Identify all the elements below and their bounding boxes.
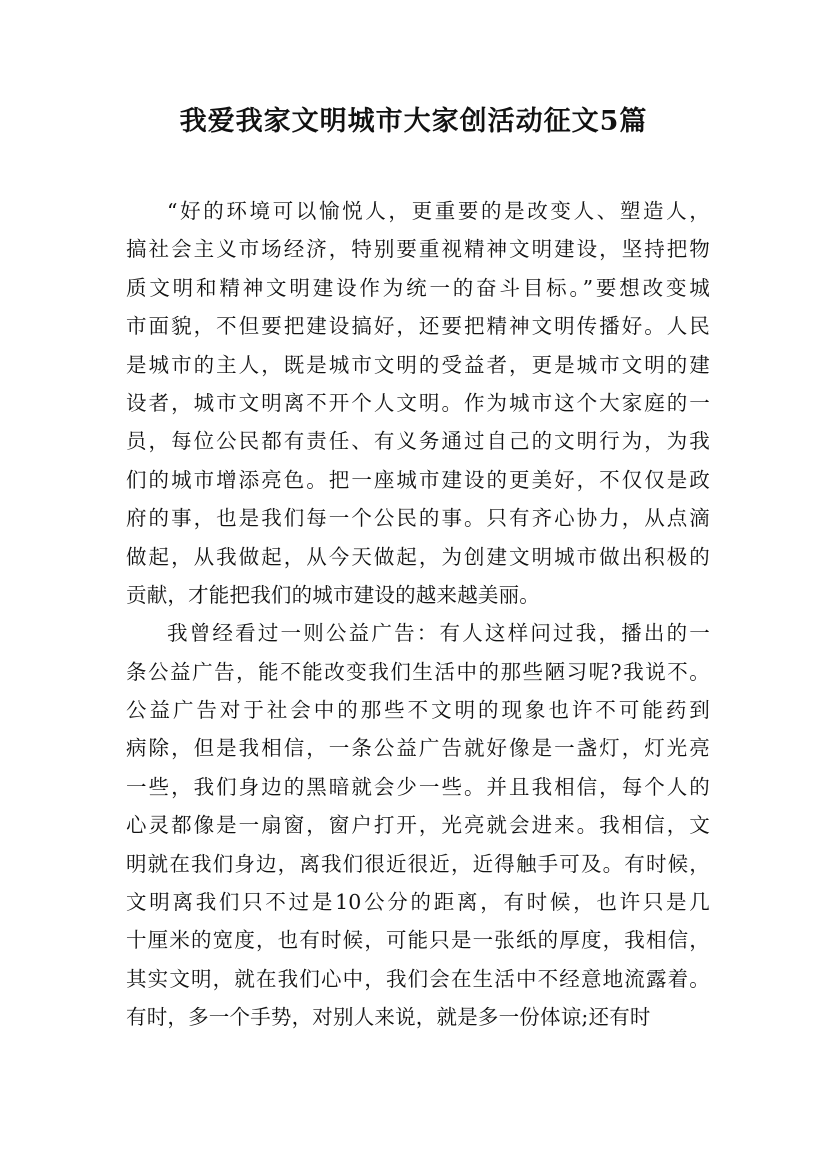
paragraph-line: 我曾经看过一则公益广告：有人这样问过我，播出的一 [167,621,710,646]
paragraph-line: 是城市的主人，既是城市文明的受益者，更是城市文明的建 [126,352,710,377]
document-title: 我爱我家文明城市大家创活动征文5篇 [179,106,648,137]
paragraph-line: 搞社会主义市场经济，特别要重视精神文明建设，坚持把物 [126,237,710,262]
paragraph-line: 一些，我们身边的黑暗就会少一些。并且我相信，每个人的 [126,774,710,799]
paragraph-line: 市面貌，不但要把建设搞好，还要把精神文明传播好。人民 [126,314,710,339]
paragraph-2 [126,614,710,1036]
paragraph-line: 质文明和精神文明建设作为统一的奋斗目标。”要想改变城 [126,275,710,300]
paragraph-line: 文明离我们只不过是10公分的距离，有时候，也许只是几 [126,890,710,915]
paragraph-line: 设者，城市文明离不开个人文明。作为城市这个大家庭的一 [126,390,710,415]
paragraph-line: 们的城市增添亮色。把一座城市建设的更美好，不仅仅是政 [126,467,710,492]
paragraph-line: 公益广告对于社会中的那些不文明的现象也许不可能药到 [126,698,710,723]
paragraph-line: 其实文明，就在我们心中，我们会在生活中不经意地流露着。 [126,966,710,991]
paragraph-line: 有时，多一个手势，对别人来说，就是多一份体谅;还有时 [126,1005,651,1030]
paragraph-line: 员，每位公民都有责任、有义务通过自己的文明行为，为我 [126,429,710,454]
paragraph-line: 心灵都像是一扇窗，窗户打开，光亮就会进来。我相信，文 [126,813,710,838]
paragraph-1 [126,192,710,614]
paragraph-line: “好的环境可以愉悦人，更重要的是改变人、塑造人， [167,199,710,223]
paragraph-line: 条公益广告，能不能改变我们生活中的那些陋习呢?我说不。 [126,659,710,684]
paragraph-line: 病除，但是我相信，一条公益广告就好像是一盏灯，灯光亮 [126,736,710,761]
paragraph-line: 十厘米的宽度，也有时候，可能只是一张纸的厚度，我相信， [126,928,710,953]
document-body [126,192,710,1037]
paragraph-line: 做起，从我做起，从今天做起，为创建文明城市做出积极的 [126,544,710,569]
paragraph-line: 贡献，才能把我们的城市建设的越来越美丽。 [126,582,540,607]
paragraph-line: 府的事，也是我们每一个公民的事。只有齐心协力，从点滴 [126,506,710,531]
paragraph-line: 明就在我们身边，离我们很近很近，近得触手可及。有时候， [126,851,710,876]
